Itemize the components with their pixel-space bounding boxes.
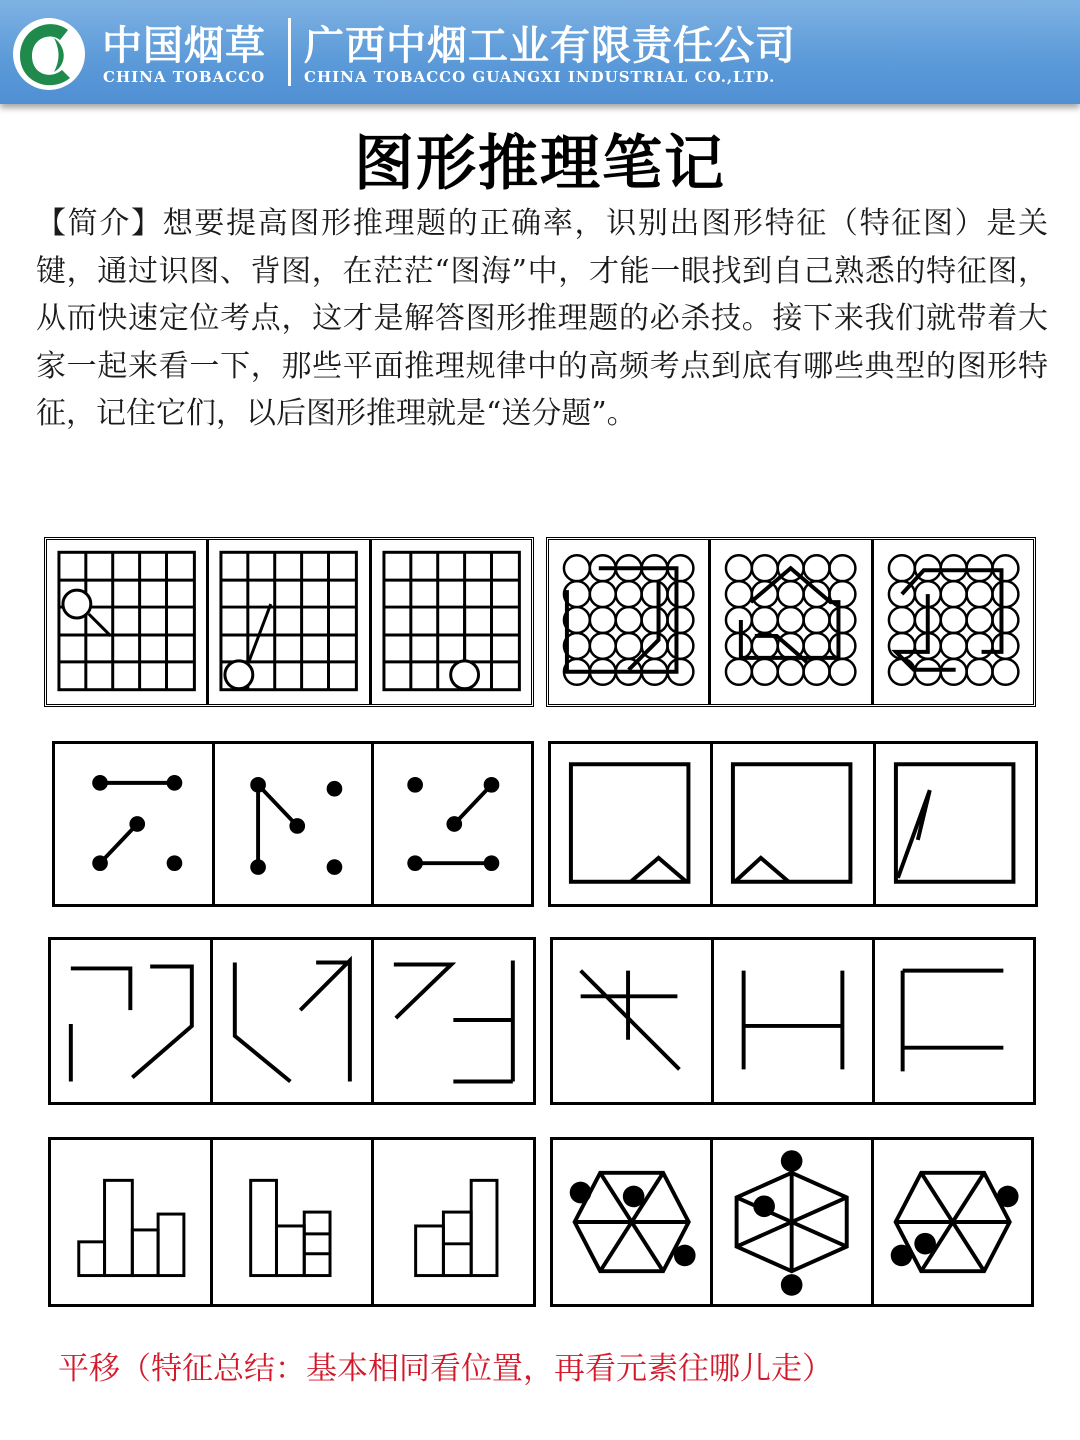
figure-3 bbox=[875, 940, 1033, 1102]
figure-2 bbox=[209, 540, 371, 704]
intro-paragraph: 【简介】想要提高图形推理题的正确率，识别出图形特征（特征图）是关键，通过识图、背图，在茫茫“图海”中，才能一眼找到自己熟悉的特征图，从而快速定位考点，这才是解答图形推理题的必杀技。接下来我们就带着大家一起来看一下，那些平面推理规律中的高频考点到底有哪些典型的图形特征，记住它们，以后图形推理就是“送分题”。 bbox=[36, 206, 1048, 431]
cross-line-figure-icon bbox=[714, 940, 872, 1102]
china-tobacco-logo-icon bbox=[10, 8, 88, 96]
puzzle-dot-segment bbox=[52, 741, 534, 907]
figure-3 bbox=[874, 1140, 1031, 1304]
header-banner bbox=[0, 0, 1080, 104]
brand-name-cn: 中国烟草 bbox=[102, 23, 266, 69]
grid-figure-icon bbox=[209, 540, 368, 704]
puzzle-square-notch bbox=[548, 741, 1038, 907]
figure-1 bbox=[553, 940, 714, 1102]
figure-3 bbox=[874, 540, 1033, 704]
figure-3 bbox=[374, 940, 533, 1102]
figure-2 bbox=[711, 540, 873, 704]
company-name-cn: 广西中烟工业有限责任公司 bbox=[304, 23, 796, 69]
company-name-en: CHINA TOBACCO GUANGXI INDUSTRIAL CO.,LTD. bbox=[304, 68, 776, 86]
dot-segment-figure-icon bbox=[215, 744, 372, 904]
dot-segment-figure-icon bbox=[374, 744, 531, 904]
square-notch-figure-icon bbox=[876, 744, 1035, 904]
figure-1 bbox=[47, 540, 209, 704]
puzzle-grid-circle bbox=[44, 537, 534, 707]
puzzle-line-stroke bbox=[48, 937, 536, 1105]
bar-block-figure-icon bbox=[213, 1140, 372, 1304]
hexagon-dot-figure-icon bbox=[874, 1140, 1031, 1304]
puzzle-bar-block bbox=[48, 1137, 536, 1307]
grid-figure-icon bbox=[372, 540, 531, 704]
banner-divider bbox=[288, 18, 291, 86]
dot-segment-figure-icon bbox=[55, 744, 212, 904]
figure-2 bbox=[215, 744, 375, 904]
figure-1 bbox=[551, 744, 713, 904]
square-notch-figure-icon bbox=[551, 744, 710, 904]
puzzle-hexagon-dot bbox=[550, 1137, 1034, 1307]
puzzle-circle-matrix bbox=[546, 537, 1036, 707]
figure-2 bbox=[713, 1140, 873, 1304]
figure-1 bbox=[549, 540, 711, 704]
bar-block-figure-icon bbox=[374, 1140, 533, 1304]
puzzle-cross-line bbox=[550, 937, 1036, 1105]
circle-matrix-figure-icon bbox=[711, 540, 870, 704]
page-title: 图形推理笔记 bbox=[354, 129, 726, 199]
line-stroke-figure-icon bbox=[51, 940, 210, 1102]
figure-3 bbox=[372, 540, 531, 704]
figure-2 bbox=[213, 940, 375, 1102]
line-stroke-figure-icon bbox=[213, 940, 372, 1102]
figure-3 bbox=[374, 1140, 533, 1304]
brand-name-en: CHINA TOBACCO bbox=[103, 68, 266, 86]
figure-2 bbox=[213, 1140, 375, 1304]
cross-line-figure-icon bbox=[875, 940, 1033, 1102]
figure-1 bbox=[51, 1140, 213, 1304]
line-stroke-figure-icon bbox=[374, 940, 533, 1102]
figure-1 bbox=[553, 1140, 713, 1304]
bar-block-figure-icon bbox=[51, 1140, 210, 1304]
figure-3 bbox=[374, 744, 531, 904]
figure-2 bbox=[714, 940, 875, 1102]
circle-matrix-figure-icon bbox=[549, 540, 708, 704]
rule-summary-note: 平移（特征总结：基本相同看位置，再看元素往哪儿走） bbox=[58, 1351, 833, 1387]
figure-1 bbox=[51, 940, 213, 1102]
cross-line-figure-icon bbox=[553, 940, 711, 1102]
hexagon-dot-figure-icon bbox=[713, 1140, 870, 1304]
circle-matrix-figure-icon bbox=[874, 540, 1033, 704]
figure-3 bbox=[876, 744, 1035, 904]
square-notch-figure-icon bbox=[713, 744, 872, 904]
hexagon-dot-figure-icon bbox=[553, 1140, 710, 1304]
grid-figure-icon bbox=[47, 540, 206, 704]
figure-2 bbox=[713, 744, 875, 904]
figure-1 bbox=[55, 744, 215, 904]
